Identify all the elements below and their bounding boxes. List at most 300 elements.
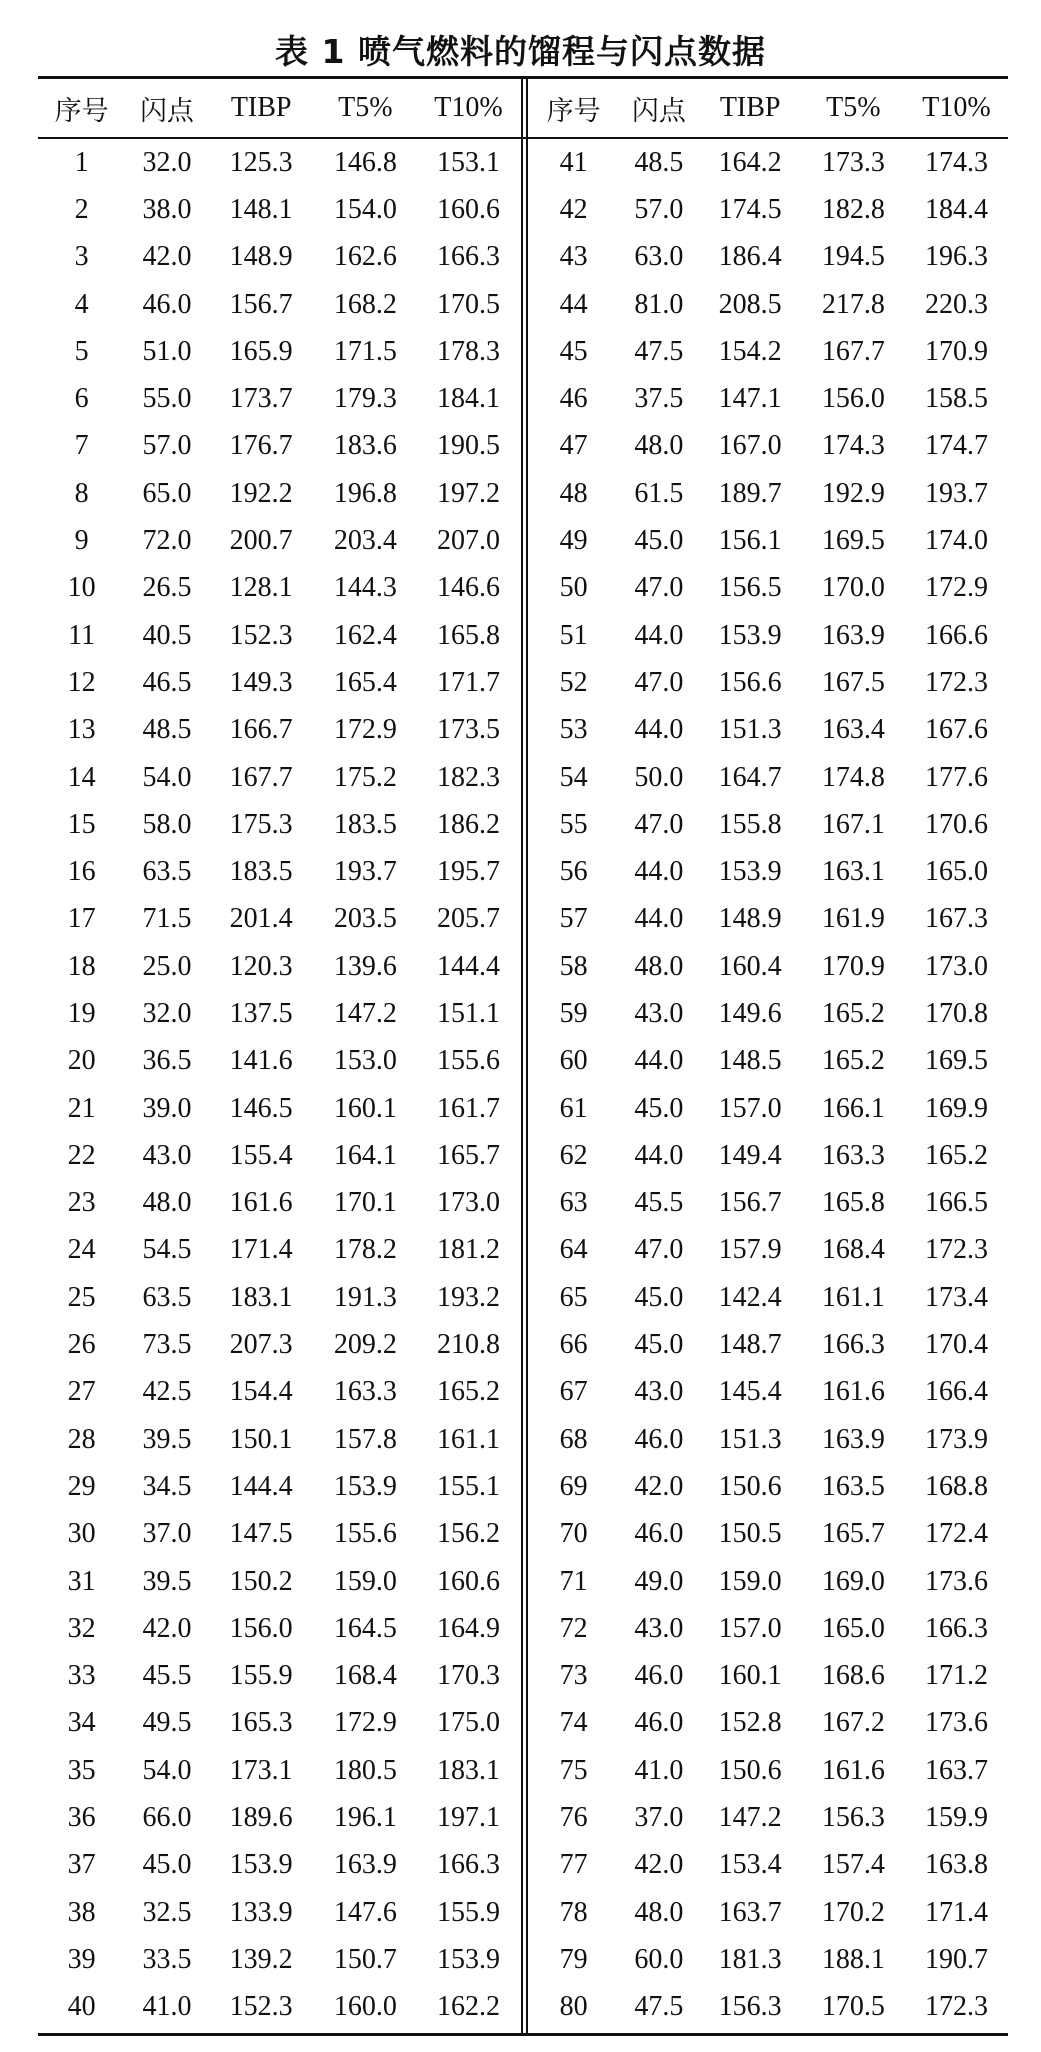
cell-left-index: 20 (67, 1045, 96, 1077)
cell-left-index: 35 (67, 1754, 96, 1786)
cell-right-index: 78 (559, 1896, 588, 1928)
cell-right-index: 73 (559, 1660, 588, 1692)
cell-right-t5: 157.4 (821, 1849, 885, 1881)
cell-left-flash-point: 46.5 (142, 666, 192, 698)
cell-right-t10: 173.6 (924, 1565, 988, 1597)
cell-right-tibp: 157.0 (718, 1612, 782, 1644)
cell-right-tibp: 155.8 (718, 808, 782, 840)
cell-left-flash-point: 39.0 (142, 1092, 192, 1124)
cell-right-tibp: 142.4 (718, 1281, 782, 1313)
cell-left-index: 26 (67, 1329, 96, 1361)
cell-right-index: 46 (559, 383, 588, 415)
cell-left-flash-point: 54.0 (142, 1754, 192, 1786)
cell-right-tibp: 167.0 (718, 430, 782, 462)
cell-right-t10: 165.0 (924, 856, 988, 888)
cell-left-t5: 175.2 (333, 761, 397, 793)
cell-right-t5: 174.8 (821, 761, 885, 793)
table-row (38, 1132, 1008, 1179)
cell-right-index: 49 (559, 525, 588, 557)
cell-right-tibp: 148.9 (718, 903, 782, 935)
table-row (38, 1463, 1008, 1510)
cell-right-flash-point: 46.0 (634, 1423, 684, 1455)
table-row (38, 1038, 1008, 1085)
cell-right-t5: 163.9 (821, 619, 885, 651)
cell-right-index: 44 (559, 288, 588, 320)
cell-left-index: 34 (67, 1707, 96, 1739)
table-row (38, 1653, 1008, 1700)
cell-left-index: 30 (67, 1518, 96, 1550)
cell-right-flash-point: 46.0 (634, 1518, 684, 1550)
cell-right-index: 70 (559, 1518, 588, 1550)
cell-left-index: 31 (67, 1565, 96, 1597)
cell-left-t10: 190.5 (436, 430, 500, 462)
cell-right-t5: 167.7 (821, 335, 885, 367)
cell-left-tibp: 167.7 (229, 761, 293, 793)
cell-right-tibp: 150.5 (718, 1518, 782, 1550)
cell-left-t5: 178.2 (333, 1234, 397, 1266)
cell-left-flash-point: 36.5 (142, 1045, 192, 1077)
cell-left-t5: 196.8 (333, 477, 397, 509)
cell-right-flash-point: 43.0 (634, 1376, 684, 1408)
cell-right-t10: 167.3 (924, 903, 988, 935)
cell-left-t5: 193.7 (333, 856, 397, 888)
cell-left-tibp: 120.3 (229, 950, 293, 982)
cell-left-tibp: 137.5 (229, 997, 293, 1029)
cell-left-t10: 171.7 (436, 666, 500, 698)
table-row (38, 896, 1008, 943)
cell-left-tibp: 183.1 (229, 1281, 293, 1313)
cell-right-tibp: 156.7 (718, 1187, 782, 1219)
cell-left-t5: 168.4 (333, 1660, 397, 1692)
cell-left-flash-point: 63.5 (142, 1281, 192, 1313)
cell-left-t5: 172.9 (333, 714, 397, 746)
cell-right-index: 54 (559, 761, 588, 793)
cell-right-t5: 163.4 (821, 714, 885, 746)
cell-left-index: 16 (67, 856, 96, 888)
table-row (38, 707, 1008, 754)
cell-left-t5: 209.2 (333, 1329, 397, 1361)
cell-right-t10: 170.8 (924, 997, 988, 1029)
cell-right-flash-point: 43.0 (634, 997, 684, 1029)
table-row (38, 1416, 1008, 1463)
cell-left-t5: 144.3 (333, 572, 397, 604)
cell-left-tibp: 148.9 (229, 241, 293, 273)
cell-left-flash-point: 71.5 (142, 903, 192, 935)
cell-left-tibp: 171.4 (229, 1234, 293, 1266)
cell-right-t5: 188.1 (821, 1943, 885, 1975)
cell-right-tibp: 160.4 (718, 950, 782, 982)
cell-left-index: 27 (67, 1376, 96, 1408)
cell-left-t10: 170.3 (436, 1660, 500, 1692)
table-row (38, 1842, 1008, 1889)
cell-right-t5: 156.0 (821, 383, 885, 415)
cell-right-t10: 172.3 (924, 1991, 988, 2023)
cell-left-flash-point: 54.0 (142, 761, 192, 793)
cell-left-flash-point: 42.0 (142, 1612, 192, 1644)
cell-right-t5: 174.3 (821, 430, 885, 462)
table-row (38, 990, 1008, 1037)
header-tibp-right: TIBP (719, 92, 781, 123)
cell-right-tibp: 156.5 (718, 572, 782, 604)
table-row (38, 1227, 1008, 1274)
cell-right-flash-point: 61.5 (634, 477, 684, 509)
cell-right-flash-point: 45.0 (634, 525, 684, 557)
cell-right-tibp: 160.1 (718, 1660, 782, 1692)
cell-right-index: 75 (559, 1754, 588, 1786)
cell-right-tibp: 153.4 (718, 1849, 782, 1881)
cell-right-t10: 193.7 (924, 477, 988, 509)
cell-left-index: 13 (67, 714, 96, 746)
cell-left-tibp: 183.5 (229, 856, 293, 888)
header-tibp-left: TIBP (230, 92, 292, 123)
cell-left-t5: 162.4 (333, 619, 397, 651)
table-row (38, 754, 1008, 801)
cell-left-tibp: 139.2 (229, 1943, 293, 1975)
cell-right-index: 50 (559, 572, 588, 604)
cell-left-t10: 178.3 (436, 335, 500, 367)
cell-left-flash-point: 48.0 (142, 1187, 192, 1219)
cell-right-index: 61 (559, 1092, 588, 1124)
cell-left-t10: 175.0 (436, 1707, 500, 1739)
cell-right-t10: 166.6 (924, 619, 988, 651)
cell-right-flash-point: 41.0 (634, 1754, 684, 1786)
cell-right-tibp: 156.3 (718, 1991, 782, 2023)
cell-left-flash-point: 48.5 (142, 714, 192, 746)
cell-left-t5: 179.3 (333, 383, 397, 415)
cell-right-t5: 163.3 (821, 1139, 885, 1171)
cell-right-t10: 163.8 (924, 1849, 988, 1881)
cell-left-flash-point: 37.0 (142, 1518, 192, 1550)
cell-left-t10: 184.1 (436, 383, 500, 415)
cell-left-t5: 146.8 (333, 146, 397, 178)
cell-right-tibp: 151.3 (718, 714, 782, 746)
table-body (38, 139, 1008, 2031)
cell-right-t10: 174.0 (924, 525, 988, 557)
cell-right-index: 76 (559, 1802, 588, 1834)
cell-right-t5: 165.8 (821, 1187, 885, 1219)
cell-right-index: 69 (559, 1470, 588, 1502)
cell-right-tibp: 208.5 (718, 288, 782, 320)
cell-left-flash-point: 41.0 (142, 1991, 192, 2023)
table-row (38, 565, 1008, 612)
cell-right-index: 47 (559, 430, 588, 462)
cell-right-flash-point: 42.0 (634, 1849, 684, 1881)
table-row (38, 1794, 1008, 1841)
cell-left-flash-point: 66.0 (142, 1802, 192, 1834)
cell-right-flash-point: 44.0 (634, 903, 684, 935)
cell-left-tibp: 153.9 (229, 1849, 293, 1881)
cell-right-flash-point: 47.0 (634, 666, 684, 698)
cell-left-index: 5 (74, 335, 89, 367)
cell-left-tibp: 161.6 (229, 1187, 293, 1219)
cell-right-t5: 173.3 (821, 146, 885, 178)
table-title: 表 1 喷气燃料的馏程与闪点数据 (275, 32, 766, 71)
cell-left-flash-point: 46.0 (142, 288, 192, 320)
cell-left-t5: 203.5 (333, 903, 397, 935)
cell-right-flash-point: 49.0 (634, 1565, 684, 1597)
cell-left-index: 2 (74, 193, 89, 225)
cell-left-tibp: 133.9 (229, 1896, 293, 1928)
cell-left-t10: 205.7 (436, 903, 500, 935)
cell-left-flash-point: 63.5 (142, 856, 192, 888)
cell-right-tibp: 156.1 (718, 525, 782, 557)
cell-left-tibp: 166.7 (229, 714, 293, 746)
cell-right-index: 42 (559, 193, 588, 225)
cell-right-tibp: 157.9 (718, 1234, 782, 1266)
header-t5-right: T5% (826, 92, 881, 123)
cell-right-tibp: 149.4 (718, 1139, 782, 1171)
cell-right-t5: 170.5 (821, 1991, 885, 2023)
table-row (38, 1889, 1008, 1936)
cell-right-flash-point: 47.0 (634, 572, 684, 604)
cell-right-t10: 172.4 (924, 1518, 988, 1550)
cell-right-tibp: 181.3 (718, 1943, 782, 1975)
cell-right-t5: 169.5 (821, 525, 885, 557)
cell-left-flash-point: 49.5 (142, 1707, 192, 1739)
cell-left-index: 32 (67, 1612, 96, 1644)
cell-right-index: 63 (559, 1187, 588, 1219)
table-row (38, 281, 1008, 328)
cell-left-tibp: 156.0 (229, 1612, 293, 1644)
cell-right-index: 65 (559, 1281, 588, 1313)
table-row (38, 801, 1008, 848)
cell-right-t5: 167.5 (821, 666, 885, 698)
table-row (38, 659, 1008, 706)
cell-right-t5: 217.8 (821, 288, 885, 320)
cell-right-t10: 166.3 (924, 1612, 988, 1644)
cell-right-t5: 165.2 (821, 997, 885, 1029)
cell-right-t5: 170.2 (821, 1896, 885, 1928)
cell-right-index: 66 (559, 1329, 588, 1361)
cell-right-t10: 177.6 (924, 761, 988, 793)
table-row (38, 328, 1008, 375)
cell-left-index: 25 (67, 1281, 96, 1313)
header-t10-left: T10% (434, 92, 503, 123)
cell-right-index: 59 (559, 997, 588, 1029)
cell-left-flash-point: 55.0 (142, 383, 192, 415)
cell-left-t5: 164.5 (333, 1612, 397, 1644)
cell-left-t5: 160.0 (333, 1991, 397, 2023)
cell-left-t5: 155.6 (333, 1518, 397, 1550)
cell-right-t5: 166.1 (821, 1092, 885, 1124)
cell-left-tibp: 149.3 (229, 666, 293, 698)
cell-right-t5: 167.1 (821, 808, 885, 840)
cell-right-t5: 156.3 (821, 1802, 885, 1834)
cell-right-index: 64 (559, 1234, 588, 1266)
table-row (38, 234, 1008, 281)
cell-left-flash-point: 72.0 (142, 525, 192, 557)
cell-left-t5: 153.9 (333, 1470, 397, 1502)
cell-right-t10: 167.6 (924, 714, 988, 746)
cell-right-flash-point: 45.0 (634, 1092, 684, 1124)
cell-right-tibp: 145.4 (718, 1376, 782, 1408)
cell-left-tibp: 128.1 (229, 572, 293, 604)
cell-right-flash-point: 47.0 (634, 1234, 684, 1266)
cell-left-index: 6 (74, 383, 89, 415)
cell-left-index: 3 (74, 241, 89, 273)
cell-left-tibp: 173.7 (229, 383, 293, 415)
cell-right-t5: 165.2 (821, 1045, 885, 1077)
cell-right-t5: 169.0 (821, 1565, 885, 1597)
cell-left-t10: 173.5 (436, 714, 500, 746)
cell-left-t10: 144.4 (436, 950, 500, 982)
cell-right-index: 52 (559, 666, 588, 698)
cell-right-t5: 163.9 (821, 1423, 885, 1455)
cell-right-t10: 168.8 (924, 1470, 988, 1502)
cell-left-index: 23 (67, 1187, 96, 1219)
cell-left-t5: 183.5 (333, 808, 397, 840)
cell-left-flash-point: 42.0 (142, 241, 192, 273)
cell-right-t10: 173.9 (924, 1423, 988, 1455)
cell-right-t10: 166.4 (924, 1376, 988, 1408)
cell-right-t10: 171.4 (924, 1896, 988, 1928)
cell-right-index: 55 (559, 808, 588, 840)
cell-right-t10: 170.4 (924, 1329, 988, 1361)
cell-left-t10: 207.0 (436, 525, 500, 557)
cell-left-t5: 168.2 (333, 288, 397, 320)
cell-left-flash-point: 32.0 (142, 997, 192, 1029)
cell-left-t10: 195.7 (436, 856, 500, 888)
cell-left-flash-point: 32.0 (142, 146, 192, 178)
cell-left-index: 8 (74, 477, 89, 509)
cell-left-index: 21 (67, 1092, 96, 1124)
cell-right-t10: 174.7 (924, 430, 988, 462)
cell-right-t10: 163.7 (924, 1754, 988, 1786)
cell-left-t10: 182.3 (436, 761, 500, 793)
cell-left-t5: 157.8 (333, 1423, 397, 1455)
cell-right-flash-point: 37.0 (634, 1802, 684, 1834)
cell-right-index: 51 (559, 619, 588, 651)
cell-left-index: 28 (67, 1423, 96, 1455)
cell-left-t10: 170.5 (436, 288, 500, 320)
cell-right-flash-point: 46.0 (634, 1660, 684, 1692)
table-row (38, 1984, 1008, 2031)
cell-right-flash-point: 37.5 (634, 383, 684, 415)
cell-left-t10: 165.2 (436, 1376, 500, 1408)
cell-right-t5: 170.9 (821, 950, 885, 982)
table-row (38, 1180, 1008, 1227)
table-row (38, 1321, 1008, 1368)
cell-right-flash-point: 48.0 (634, 1896, 684, 1928)
cell-left-flash-point: 51.0 (142, 335, 192, 367)
cell-left-tibp: 144.4 (229, 1470, 293, 1502)
header-flash-point-left: 闪点 (139, 95, 194, 127)
cell-left-t10: 193.2 (436, 1281, 500, 1313)
table-row (38, 1605, 1008, 1652)
cell-left-tibp: 201.4 (229, 903, 293, 935)
cell-left-t10: 146.6 (436, 572, 500, 604)
cell-right-t5: 192.9 (821, 477, 885, 509)
table-row (38, 1369, 1008, 1416)
cell-right-tibp: 156.6 (718, 666, 782, 698)
cell-left-flash-point: 43.0 (142, 1139, 192, 1171)
cell-right-t5: 165.7 (821, 1518, 885, 1550)
cell-left-flash-point: 34.5 (142, 1470, 192, 1502)
cell-right-index: 67 (559, 1376, 588, 1408)
cell-right-t10: 173.6 (924, 1707, 988, 1739)
cell-right-t10: 169.9 (924, 1092, 988, 1124)
cell-left-index: 19 (67, 997, 96, 1029)
cell-left-flash-point: 73.5 (142, 1329, 192, 1361)
cell-right-index: 48 (559, 477, 588, 509)
cell-left-index: 36 (67, 1802, 96, 1834)
cell-left-t10: 153.9 (436, 1943, 500, 1975)
cell-left-tibp: 200.7 (229, 525, 293, 557)
table-row (38, 1511, 1008, 1558)
table-row (38, 1274, 1008, 1321)
cell-right-flash-point: 44.0 (634, 1045, 684, 1077)
cell-left-tibp: 155.9 (229, 1660, 293, 1692)
table-row (38, 1558, 1008, 1605)
cell-right-t5: 161.9 (821, 903, 885, 935)
cell-right-tibp: 153.9 (718, 856, 782, 888)
cell-right-index: 43 (559, 241, 588, 273)
cell-left-t5: 203.4 (333, 525, 397, 557)
header-index-right: 序号 (546, 95, 601, 127)
cell-left-t5: 147.2 (333, 997, 397, 1029)
cell-right-index: 53 (559, 714, 588, 746)
cell-right-t5: 166.3 (821, 1329, 885, 1361)
cell-left-index: 9 (74, 525, 89, 557)
table-row (38, 1747, 1008, 1794)
cell-right-t10: 172.9 (924, 572, 988, 604)
cell-left-flash-point: 25.0 (142, 950, 192, 982)
cell-right-t10: 171.2 (924, 1660, 988, 1692)
cell-right-tibp: 164.2 (718, 146, 782, 178)
cell-right-tibp: 148.7 (718, 1329, 782, 1361)
cell-right-flash-point: 48.0 (634, 950, 684, 982)
cell-left-tibp: 155.4 (229, 1139, 293, 1171)
cell-left-index: 29 (67, 1470, 96, 1502)
table-row (38, 848, 1008, 895)
cell-right-flash-point: 45.0 (634, 1281, 684, 1313)
table-row (38, 612, 1008, 659)
cell-right-t5: 168.6 (821, 1660, 885, 1692)
cell-right-t5: 167.2 (821, 1707, 885, 1739)
cell-left-t10: 164.9 (436, 1612, 500, 1644)
cell-left-t10: 166.3 (436, 241, 500, 273)
cell-right-flash-point: 63.0 (634, 241, 684, 273)
table-row (38, 517, 1008, 564)
cell-right-index: 71 (559, 1565, 588, 1597)
cell-left-t5: 191.3 (333, 1281, 397, 1313)
cell-right-tibp: 154.2 (718, 335, 782, 367)
cell-left-index: 39 (67, 1943, 96, 1975)
cell-right-flash-point: 44.0 (634, 619, 684, 651)
cell-left-tibp: 176.7 (229, 430, 293, 462)
cell-right-index: 60 (559, 1045, 588, 1077)
cell-right-tibp: 164.7 (718, 761, 782, 793)
cell-left-index: 7 (74, 430, 89, 462)
cell-left-tibp: 141.6 (229, 1045, 293, 1077)
cell-right-t5: 163.5 (821, 1470, 885, 1502)
cell-left-index: 38 (67, 1896, 96, 1928)
cell-left-index: 22 (67, 1139, 96, 1171)
cell-left-index: 17 (67, 903, 96, 935)
cell-left-t10: 160.6 (436, 1565, 500, 1597)
cell-right-index: 77 (559, 1849, 588, 1881)
cell-left-t10: 156.2 (436, 1518, 500, 1550)
cell-right-t10: 173.4 (924, 1281, 988, 1313)
header-t10-right: T10% (922, 92, 991, 123)
cell-right-tibp: 150.6 (718, 1754, 782, 1786)
cell-right-t10: 220.3 (924, 288, 988, 320)
cell-left-tibp: 146.5 (229, 1092, 293, 1124)
cell-right-flash-point: 48.5 (634, 146, 684, 178)
cell-left-t5: 170.1 (333, 1187, 397, 1219)
cell-right-flash-point: 44.0 (634, 1139, 684, 1171)
cell-left-tibp: 165.9 (229, 335, 293, 367)
